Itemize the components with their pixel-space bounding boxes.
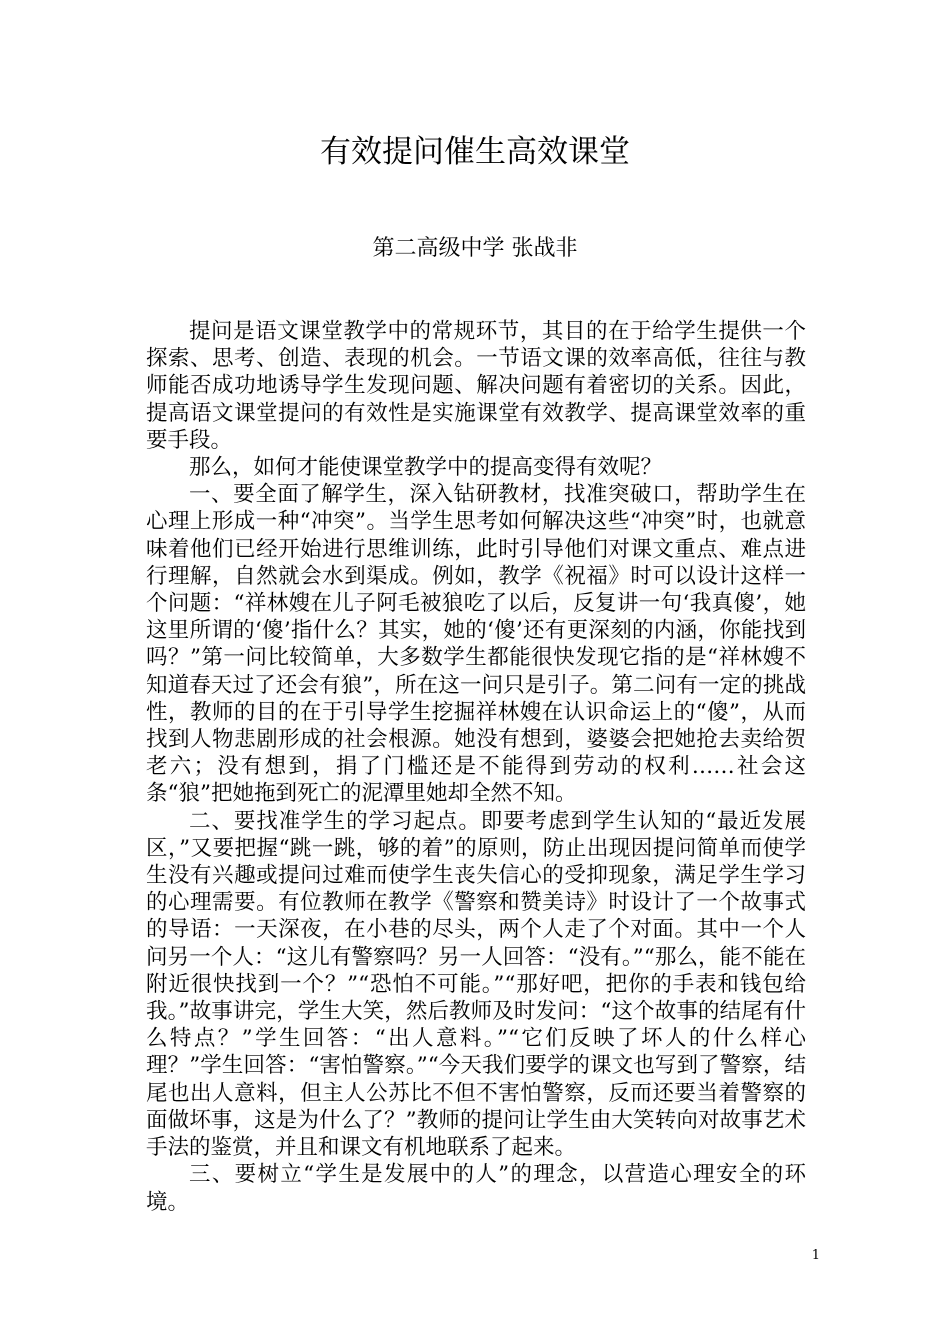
paragraph-point-two: 二、要找准学生的学习起点。即要考虑到学生认知的“最近发展区，”又要把握“跳一跳，够的着”的原则，防止出现因提问简单而使学生没有兴趣或提问过难而使学生丧失信心的受抑现象，满足学生学习的心理需要。有位教师在教学《警察和赞美诗》时设计了一个故事式的导语：一天深夜，在小巷的尽头，两个人走了个对面。其中一个人问另一个人：“这儿有警察吗？另一人回答：“没有。”“那么，能不能在附近很快找到一个？”“恐怕不可能。”“那好吧，把你的手表和钱包给我。”故事讲完，学生大笑，然后教师及时发问：“这个故事的结尾有什么特点？”学生回答：“出人意料。”“它们反映了坏人的什么样心理？”学生回答：“害怕警察。”“今天我们要学的课文也写到了警察，结尾也出人意料，但主人公苏比不但不害怕警察，反而还要当着警察的面做坏事，这是为什么了？”教师的提问让学生由大笑转向对故事艺术手法的鉴赏，并且和课文有机地联系了起来。 <box>146 808 806 1161</box>
document-body <box>146 318 806 1216</box>
paragraph-point-one: 一、要全面了解学生，深入钻研教材，找准突破口，帮助学生在心理上形成一种“冲突”。当学生思考如何解决这些“冲突”时，也就意味着他们已经开始进行思维训练，此时引导他们对课文重点、难点进行理解，自然就会水到渠成。例如，教学《祝福》时可以设计这样一个问题：“祥林嫂在儿子阿毛被狼吃了以后，反复讲一句‘我真傻’，她这里所谓的‘傻’指什么？其实，她的‘傻’还有更深刻的内涵，你能找到吗？”第一问比较简单，大多数学生都能很快发现它指的是“祥林嫂不知道春天过了还会有狼”，所在这一问只是引子。第二问有一定的挑战性，教师的目的在于引导学生挖掘祥林嫂在认识命运上的“傻”，从而找到人物悲剧形成的社会根源。她没有想到，婆婆会把她抢去卖给贺老六；没有想到，捐了门槛还是不能得到劳动的权利……社会这条“狼”把她拖到死亡的泥潭里她却全然不知。 <box>146 482 806 807</box>
author-line: 第二高级中学 张战非 <box>372 236 578 261</box>
document-title: 有效提问催生高效课堂 <box>320 134 630 170</box>
paragraph-question: 那么，如何才能使课堂教学中的提高变得有效呢？ <box>189 455 663 481</box>
page-number: 1 <box>811 1248 820 1263</box>
paragraph-point-three: 三、要树立“学生是发展中的人”的理念，以营造心理安全的环境。 <box>146 1162 806 1215</box>
paragraph-intro: 提问是语文课堂教学中的常规环节，其目的在于给学生提供一个探索、思考、创造、表现的机会。一节语文课的效率高低，往往与教师能否成功地诱导学生发现问题、解决问题有着密切的关系。因此，提高语文课堂提问的有效性是实施课堂有效教学、提高课堂效率的重要手段。 <box>146 319 806 453</box>
